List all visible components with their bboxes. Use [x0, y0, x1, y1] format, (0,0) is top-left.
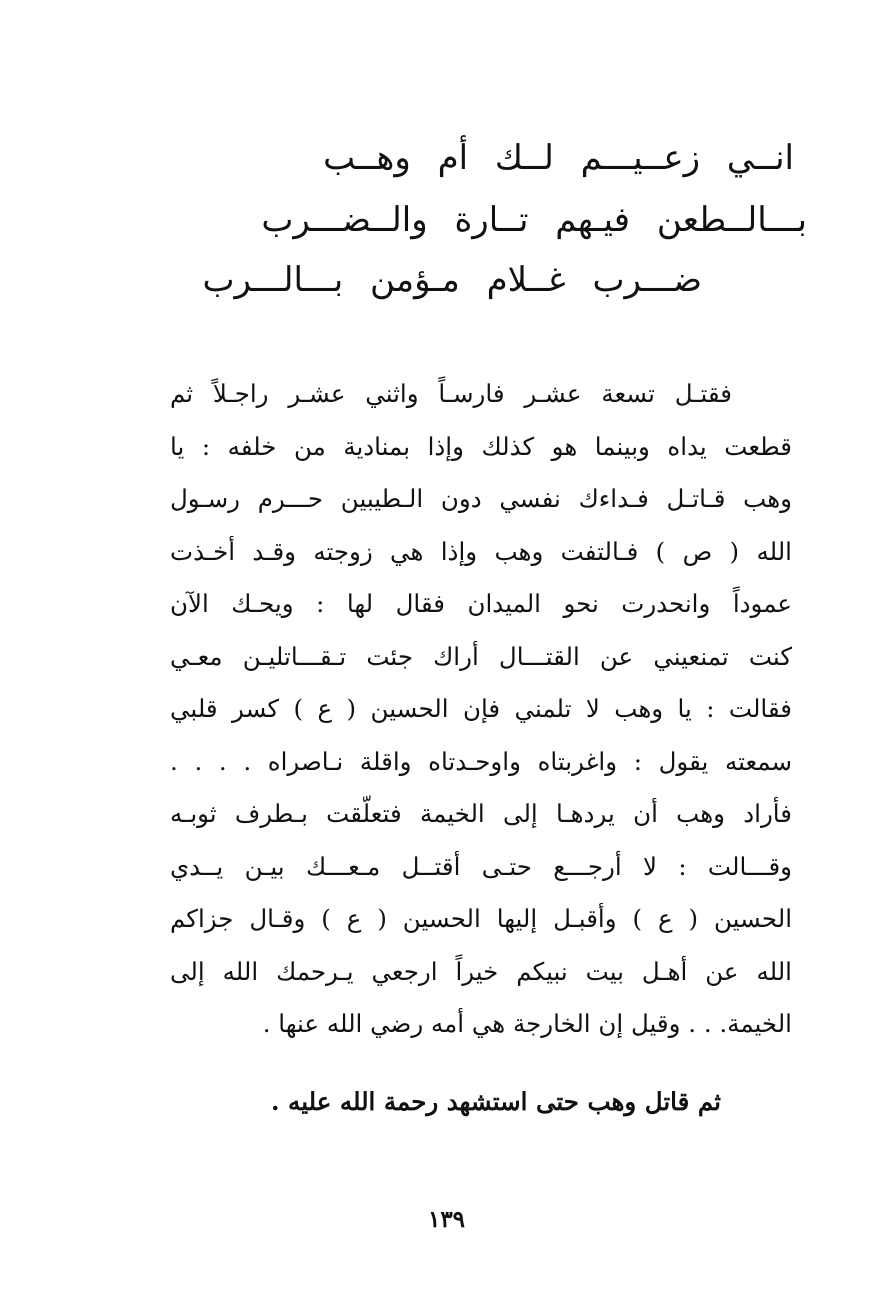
paragraph-line: كنت تمنعيني عن القتـــال أراك جئت تـقـــاتليـن معـي — [170, 641, 792, 671]
paragraph-line: فقالت : يا وهب لا تلمني فإن الحسين ( ع ) كسر قلبي — [170, 694, 792, 723]
paragraph-line: وهب قـاتـل فـداءك نفسي دون الـطيبين حـــرم رسـول — [170, 484, 792, 513]
paragraph-line: قطعت يداه وبينما هو كذلك وإذا بمنادية من خلفه : يا — [170, 431, 792, 461]
page-number: ١٣٩ — [427, 1206, 466, 1233]
poem-line-2: بـــالــطعن فيـهم تــارة والــضـــرب — [261, 200, 807, 240]
poem-verse — [150, 118, 810, 318]
paragraph-line: الله ( ص ) فـالتفت وهب وإذا هي زوجته وقـد أخـذت — [170, 536, 792, 566]
paragraph-line: فأراد وهب أن يردهـا إلى الخيمة فتعلّقت بـطرف ثوبـه — [170, 799, 792, 828]
body-paragraph — [170, 368, 792, 1051]
closing-sentence: ثم قاتل وهب حتى استشهد رحمة الله عليه . — [271, 1087, 721, 1116]
poem-line-1: انــي زعــيـــم لــك أم وهــب — [323, 138, 794, 178]
paragraph-line: فقتـل تسعة عشـر فارسـاً واثني عشـر راجـلاً ثم — [170, 379, 732, 408]
paragraph-line: الخيمة. . . وقيل إن الخارجة هي أمه رضي الله عنها . — [262, 1009, 792, 1038]
paragraph-line: وقـــالت : لا أرجـــع حتـى أقتــل مـعـــك بيـن يــدي — [170, 851, 792, 881]
paragraph-line: الحسين ( ع ) وأقبـل إليها الحسين ( ع ) وقـال جزاكم — [170, 904, 792, 933]
paragraph-line: الله عن أهـل بيت نبيكم خيراً ارجعي يـرحمك الله إلى — [170, 956, 792, 986]
poem-line-3: ضـــرب غــلام مـؤمن بـــالـــرب — [202, 260, 702, 300]
paragraph-line: عموداً وانحدرت نحو الميدان فقال لها : ويحـك الآن — [170, 589, 792, 618]
paragraph-line: سمعته يقول : واغربتاه واوحـدتاه واقلة نـاصراه . . . . — [170, 746, 792, 776]
